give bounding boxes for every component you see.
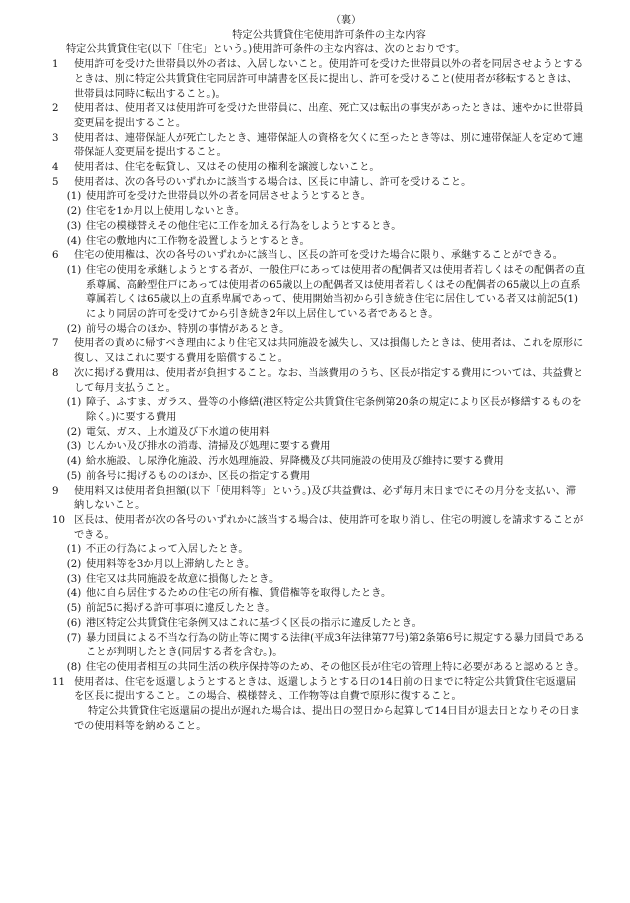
- condition-item: [52, 102, 586, 131]
- condition-item: [52, 337, 586, 366]
- sub-item-number: (2): [66, 426, 82, 438]
- sub-item: [62, 205, 586, 220]
- condition-number: 3: [52, 132, 59, 144]
- condition-body: 使用者は、住宅を返還しようとするときは、返還しようとする日の14日前の日までに特定公共賃貸住宅返還届を区長に提出すること。この場合、模様替え、工作物等は自費で原形に復すること。: [74, 676, 576, 703]
- sub-item-number: (1): [66, 191, 82, 203]
- condition-body: 使用者の責めに帰すべき理由により住宅又は共同施設を滅失し、又は損傷したときは、使用者は、これを原形に復し、又はこれに要する費用を賠償すること。: [74, 338, 584, 365]
- sub-item-number: (4): [66, 588, 82, 600]
- sub-item: [62, 573, 586, 588]
- sub-item-number: (3): [66, 441, 82, 453]
- condition-item: [52, 249, 586, 337]
- sub-item: [62, 602, 586, 617]
- condition-text: [52, 367, 586, 396]
- condition-item: [52, 367, 586, 485]
- sub-item-body: じんかい及び排水の消毒、清掃及び処理に要する費用: [86, 441, 331, 453]
- condition-text: [52, 102, 586, 131]
- sub-item-body: 住宅の使用を承継しようとする者が、一般住戸にあっては使用者の配偶者又は使用者若しくはその配偶者の直系尊属、高齢型住戸にあっては使用者の65歳以上の配偶者又は使用者若しくはその配偶者の65歳以上の直系尊属若しくは65歳以上の直系卑属であって、使用開始当初から引き続き住宅に居住している者又は前記5(1)により同居の許可を受けてから引き続き2年以上居住している者であるとき。: [86, 264, 586, 321]
- condition-body: 区長は、使用者が次の各号のいずれかに該当する場合は、使用許可を取り消し、住宅の明渡しを請求することができる。: [74, 514, 584, 541]
- sub-item-body: 住宅を1か月以上使用しないとき。: [86, 206, 245, 218]
- condition-number: 9: [52, 485, 59, 497]
- sub-item-number: (5): [66, 470, 82, 482]
- condition-number: 6: [52, 250, 59, 262]
- condition-note: 特定公共賃貸住宅返還届の提出が遅れた場合は、提出日の翌日から起算して14日目が退去日となりその日までの使用料等を納めること。: [74, 706, 580, 732]
- sub-item: [62, 543, 586, 558]
- condition-body: 使用料又は使用者負担額(以下「使用料等」という。)及び共益費は、必ず毎月末日までにその月分を支払い、滞納しないこと。: [74, 485, 577, 512]
- sub-item: [62, 264, 586, 323]
- condition-number: 8: [52, 367, 59, 379]
- sub-item-body: 港区特定公共賃貸住宅条例又はこれに基づく区長の指示に違反したとき。: [86, 617, 422, 629]
- sub-item-number: (7): [66, 632, 82, 644]
- sub-item-number: (1): [66, 264, 82, 276]
- sub-item-body: 住宅又は共同施設を故意に損傷したとき。: [86, 573, 280, 585]
- condition-body: 次に掲げる費用は、使用者が負担すること。なお、当該費用のうち、区長が指定する費用については、共益費として毎月支払うこと。: [74, 367, 584, 394]
- sub-item: [62, 470, 586, 485]
- condition-item: [52, 176, 586, 250]
- sub-item-number: (2): [66, 323, 82, 335]
- sub-item-body: 住宅の使用者相互の共同生活の秩序保持等のため、その他区長が住宅の管理上特に必要があると認めるとき。: [86, 661, 585, 673]
- sub-item-body: 前号の場合のほか、特別の事情があるとき。: [86, 323, 290, 335]
- condition-number: 10: [52, 514, 65, 526]
- condition-body: 使用者は、次の各号のいずれかに該当する場合は、区長に申請し、許可を受けること。: [74, 176, 472, 188]
- sub-item: [62, 440, 586, 455]
- condition-number: 5: [52, 176, 59, 188]
- condition-text: [52, 485, 586, 514]
- sub-item-body: 住宅の敷地内に工作物を設置しようとするとき。: [86, 235, 310, 247]
- condition-item: [52, 58, 586, 102]
- condition-body: 使用者は、連帯保証人が死亡したとき、連帯保証人の資格を欠くに至ったとき等は、別に連帯保証人を定めて連帯保証人変更届を提出すること。: [74, 132, 583, 159]
- sub-item-body: 住宅の模様替えその他住宅に工作を加える行為をしようとするとき。: [86, 220, 402, 232]
- condition-body: 使用者は、住宅を転貸し、又はその使用の権利を譲渡しないこと。: [74, 162, 380, 174]
- condition-number: 7: [52, 338, 59, 350]
- sub-item-number: (1): [66, 397, 82, 409]
- sub-item-body: 他に自ら居住するための住宅の所有権、賃借権等を取得したとき。: [86, 588, 392, 600]
- condition-item: [52, 132, 586, 161]
- sub-item-body: 電気、ガス、上水道及び下水道の使用料: [86, 426, 270, 438]
- condition-item: [52, 514, 586, 676]
- condition-body: 使用許可を受けた世帯員以外の者は、入居しないこと。使用許可を受けた世帯員以外の者を同居させようとするときは、別に特定公共賃貸住宅同居許可申請書を区長に提出し、許可を受けること(使用者が移転するときは、世帯員は同時に転出すること。)。: [74, 59, 584, 100]
- sub-item-body: 使用料等を3か月以上滞納したとき。: [86, 559, 256, 571]
- sub-item-number: (8): [66, 661, 82, 673]
- condition-number: 4: [52, 162, 59, 174]
- sub-item: [62, 558, 586, 573]
- condition-text: [52, 176, 586, 191]
- sub-item-number: (2): [66, 559, 82, 571]
- sub-item: [62, 323, 586, 338]
- sub-item-body: 前各号に掲げるもののほか、区長の指定する費用: [86, 470, 311, 482]
- condition-body: 住宅の使用権は、次の各号のいずれかに該当し、区長の許可を受けた場合に限り、承継することができる。: [74, 250, 563, 262]
- sub-item-body: 給水施設、し尿浄化施設、汚水処理施設、昇降機及び共同施設の使用及び維持に要する費用: [86, 456, 504, 468]
- sub-item: [62, 190, 586, 205]
- condition-text: [52, 676, 586, 705]
- page-side-mark: （裏）: [330, 15, 362, 26]
- sub-item: [62, 587, 586, 602]
- condition-item: [52, 485, 586, 514]
- condition-item: [52, 676, 586, 735]
- sub-item: [62, 632, 586, 661]
- sub-item: [62, 661, 586, 676]
- sub-item: [62, 426, 586, 441]
- condition-item: [52, 161, 586, 176]
- sub-item-number: (4): [66, 235, 82, 247]
- sub-item-body: 不正の行為によって入居したとき。: [86, 544, 249, 556]
- sub-item: [62, 396, 586, 425]
- document-title: 特定公共賃貸住宅使用許可条件の主な内容: [232, 29, 426, 41]
- sub-item-number: (3): [66, 573, 82, 585]
- sub-item: [62, 455, 586, 470]
- sub-item-body: 使用許可を受けた世帯員以外の者を同居させようとするとき。: [86, 191, 371, 203]
- sub-item: [62, 235, 586, 250]
- condition-text: [52, 132, 586, 161]
- intro-paragraph: 特定公共賃貸住宅(以下「住宅」という。)使用許可条件の主な内容は、次のとおりです。: [66, 44, 466, 56]
- condition-text: [52, 337, 586, 366]
- sub-item-body: 障子、ふすま、ガラス、畳等の小修繕(港区特定公共賃貸住宅条例第20条の規定により区長が修繕するものを除く。)に要する費用: [86, 397, 582, 423]
- condition-text: [52, 514, 586, 543]
- sub-item-number: (2): [66, 206, 82, 218]
- sub-item: [62, 220, 586, 235]
- sub-item-number: (3): [66, 220, 82, 232]
- sub-item-body: 前記5に掲げる許可事項に違反したとき。: [86, 603, 276, 615]
- condition-number: 2: [52, 103, 59, 115]
- sub-item-number: (4): [66, 456, 82, 468]
- sub-item: [62, 617, 586, 632]
- condition-text: [52, 58, 586, 102]
- condition-number: 1: [52, 59, 59, 71]
- conditions-list: [52, 58, 586, 734]
- sub-item-number: (1): [66, 544, 82, 556]
- sub-item-number: (6): [66, 617, 82, 629]
- condition-text: [52, 249, 586, 264]
- sub-item-number: (5): [66, 603, 82, 615]
- condition-number: 11: [52, 676, 65, 688]
- sub-item-body: 暴力団員による不当な行為の防止等に関する法律(平成3年法律第77号)第2条第6号に規定する暴力団員であることが判明したとき(同居する者を含む。)。: [86, 632, 585, 659]
- condition-body: 使用者は、使用者又は使用許可を受けた世帯員に、出産、死亡又は転出の事実があったときは、速やかに世帯員変更届を提出すること。: [74, 103, 584, 129]
- condition-text: [52, 161, 586, 176]
